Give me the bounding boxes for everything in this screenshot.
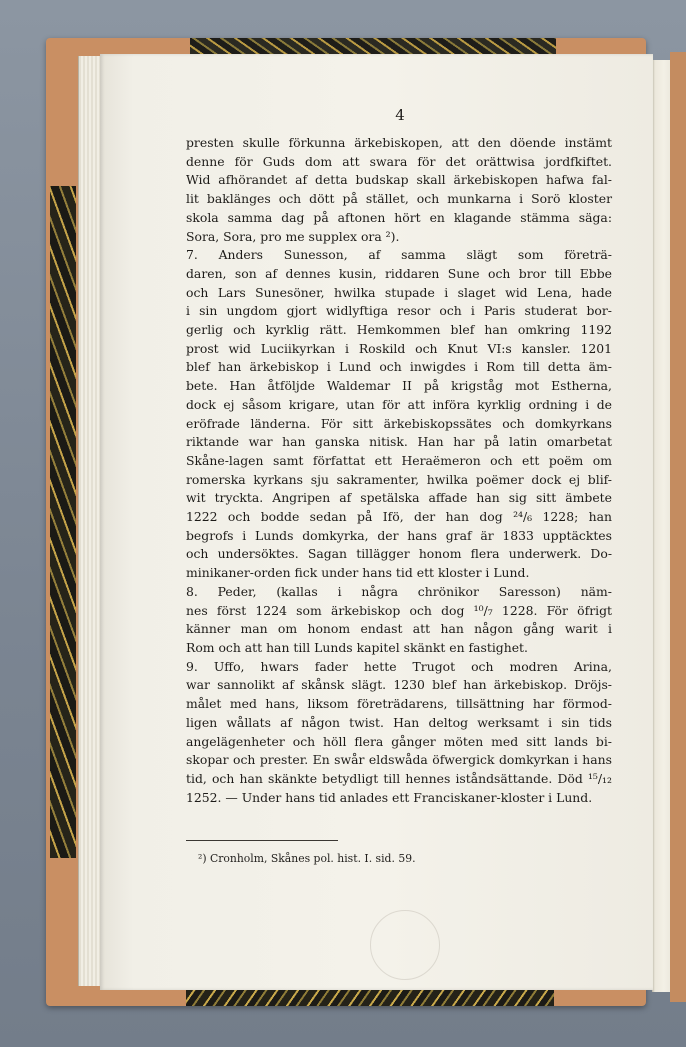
text-line: Sora, Sora, pro me supplex ora ²).	[186, 228, 400, 244]
footnote: ²) Cronholm, Skånes pol. hist. I. sid. 59.	[198, 852, 416, 865]
text-line: 8. Peder, (kallas i några chrönikor Saresson) näm-	[186, 583, 612, 599]
page-number: 4	[395, 106, 405, 124]
text-line: war sannolikt af skånsk slägt. 1230 blef han ärkebiskop. Dröjs-	[186, 677, 612, 693]
faint-library-stamp	[370, 910, 440, 980]
text-line: eröfrade länderna. För sitt ärkebiskopssätes och domkyrkans	[186, 415, 612, 431]
text-line: och undersöktes. Sagan tillägger honom flera underwerk. Do-	[186, 546, 612, 562]
text-line: nes först 1224 som ärkebiskop och dog ¹⁰/₇ 1228. För öfrigt	[186, 602, 612, 618]
text-line: skopar och prester. En swår eldswåda öfwergick domkyrkan i hans	[186, 752, 612, 768]
text-line: tid, och han skänkte betydligt till hennes iståndsättande. Död ¹⁵/₁₂	[186, 770, 612, 786]
text-line: begrofs i Lunds domkyrka, der hans graf är 1833 upptäcktes	[186, 527, 612, 543]
text-line: målet med hans, liksom företrädarens, tillsättning har förmod-	[186, 696, 612, 712]
text-line: Wid afhörandet af detta budskap skall ärkebiskopen hafwa fal-	[186, 172, 612, 188]
text-line: angelägenheter och höll flera gånger möten med sitt lands bi-	[186, 733, 612, 749]
marbled-board-bottom	[186, 988, 554, 1006]
text-line: prost wid Luciikyrkan i Roskild och Knut VI:s kansler. 1201	[186, 340, 612, 356]
text-line: känner man om honom endast att han någon gång warit i	[186, 621, 612, 637]
text-line: 9. Uffo, hwars fader hette Trugot och modren Arina,	[186, 658, 612, 674]
text-line: riktande war han ganska nitisk. Han har på latin omarbetat	[186, 434, 612, 450]
marbled-board-left	[50, 186, 76, 858]
text-line: i sin ungdom gjort widlyftiga resor och i Paris studerat bor-	[186, 303, 612, 319]
facing-page-edge	[652, 60, 686, 992]
back-cover-edge	[670, 52, 686, 1002]
text-line: 1252. — Under hans tid anlades ett Franciskaner-kloster i Lund.	[186, 789, 593, 805]
text-line: gerlig och kyrklig rätt. Hemkommen blef han omkring 1192	[186, 322, 612, 338]
text-line: Rom och att han till Lunds kapitel skänkt en fastighet.	[186, 639, 528, 655]
text-line: dock ej såsom krigare, utan för att införa kyrklig ordning i de	[186, 396, 612, 412]
text-line: blef han ärkebiskop i Lund och inwigdes i Rom till detta äm-	[186, 359, 612, 375]
text-line: 7. Anders Sunesson, af samma slägt som företrä-	[186, 247, 612, 263]
text-line: och Lars Sunesöner, hwilka stupade i slaget wid Lena, hade	[186, 284, 612, 300]
text-line: romerska kyrkans sju sakramenter, hwilka poëmer dock ej blif-	[186, 471, 612, 487]
text-line: bete. Han åtföljde Waldemar II på krigståg mot Estherna,	[186, 378, 612, 394]
footnote-rule	[186, 840, 338, 841]
body-text	[186, 134, 612, 807]
text-line: skola samma dag på aftonen hört en klagande stämma säga:	[186, 209, 612, 225]
text-line: lit baklänges och dött på stället, och munkarna i Sorö kloster	[186, 191, 612, 207]
text-line: denne för Guds dom att swara för det orättwisa jordfkiftet.	[186, 153, 612, 169]
text-line: minikaner-orden fick under hans tid ett kloster i Lund.	[186, 565, 530, 581]
text-line: ligen wållats af någon twist. Han deltog werksamt i sin tids	[186, 714, 612, 730]
text-line: daren, son af dennes kusin, riddaren Sune och bror till Ebbe	[186, 265, 612, 281]
text-line: Skåne-lagen samt författat ett Heraëmeron och ett poëm om	[186, 452, 612, 468]
text-line: 1222 och bodde sedan på Ifö, der han dog ²⁴/₆ 1228; han	[186, 509, 612, 525]
text-line: presten skulle förkunna ärkebiskopen, att den döende instämt	[186, 135, 612, 150]
text-line: wit tryckta. Angripen af spetälska affade han sig sitt ämbete	[186, 490, 612, 506]
marbled-board-top	[190, 38, 556, 54]
